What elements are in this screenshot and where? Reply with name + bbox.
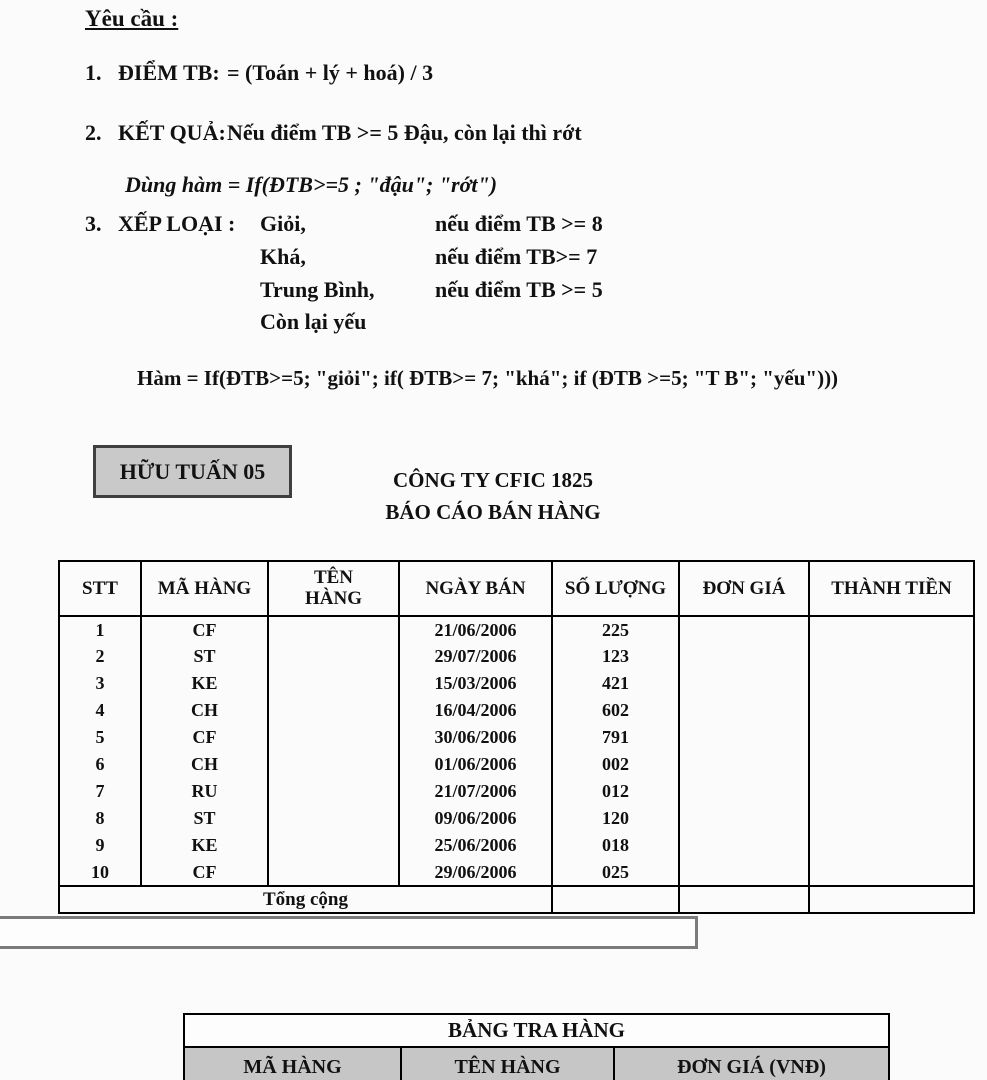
sales-table-body (59, 616, 974, 913)
grade-4: Còn lại yếu (260, 309, 367, 334)
author-badge (93, 445, 292, 498)
cell-ma-hang: ST (141, 643, 268, 670)
item3-number: 3. (85, 211, 102, 236)
cell-ma-hang: KE (141, 832, 268, 859)
cell-ma-hang: CF (141, 616, 268, 643)
total-row (59, 886, 974, 913)
col-header-stt: STT (59, 561, 141, 616)
cell-ten-hang (268, 724, 399, 751)
table-row (59, 832, 974, 859)
table-row (59, 616, 974, 643)
item2-number: 2. (85, 120, 102, 145)
cell-so-luong: 120 (552, 805, 679, 832)
cell-ten-hang (268, 805, 399, 832)
empty-text-box (0, 916, 698, 949)
cell-thanh-tien (809, 751, 974, 778)
cell-thanh-tien (809, 724, 974, 751)
cell-ten-hang (268, 751, 399, 778)
table-row (59, 643, 974, 670)
cell-stt: 1 (59, 616, 141, 643)
cell-stt: 10 (59, 859, 141, 886)
cell-ten-hang (268, 616, 399, 643)
sales-table (58, 560, 975, 914)
requirements-heading: Yêu cầu : (85, 6, 179, 31)
cell-thanh-tien (809, 643, 974, 670)
main-formula: Hàm = If(ĐTB>=5; "giỏi"; if( ĐTB>= 7; "khá"; if (ĐTB >=5; "T B"; "yếu"))) (137, 366, 839, 390)
total-thanh-tien (809, 886, 974, 913)
cell-ten-hang (268, 643, 399, 670)
sales-table-header (59, 561, 974, 616)
cond-3: nếu điểm TB >= 5 (435, 277, 603, 302)
cell-ma-hang: CH (141, 751, 268, 778)
total-so-luong (552, 886, 679, 913)
cell-thanh-tien (809, 832, 974, 859)
col-header-ma-hang: MÃ HÀNG (141, 561, 268, 616)
cell-thanh-tien (809, 778, 974, 805)
cell-ten-hang (268, 778, 399, 805)
cell-ten-hang (268, 859, 399, 886)
grade-3: Trung Bình, (260, 277, 375, 302)
lookup-col-don-gia: ĐƠN GIÁ (VNĐ) (614, 1047, 889, 1080)
cell-don-gia (679, 670, 809, 697)
cell-thanh-tien (809, 670, 974, 697)
cell-so-luong: 791 (552, 724, 679, 751)
cell-don-gia (679, 805, 809, 832)
cell-ten-hang (268, 670, 399, 697)
cell-ngay-ban: 15/03/2006 (399, 670, 552, 697)
cell-so-luong: 025 (552, 859, 679, 886)
lookup-header-row (184, 1047, 889, 1080)
col-header-ngay-ban: NGÀY BÁN (399, 561, 552, 616)
col-header-don-gia: ĐƠN GIÁ (679, 561, 809, 616)
cell-ma-hang: CH (141, 697, 268, 724)
cell-ma-hang: ST (141, 805, 268, 832)
cell-stt: 7 (59, 778, 141, 805)
cell-so-luong: 018 (552, 832, 679, 859)
cell-so-luong: 225 (552, 616, 679, 643)
lookup-col-ma-hang: MÃ HÀNG (184, 1047, 401, 1080)
lookup-title-row (184, 1014, 889, 1047)
cell-ngay-ban: 29/07/2006 (399, 643, 552, 670)
grade-2: Khá, (260, 244, 306, 269)
total-label: Tổng cộng (59, 886, 552, 913)
cell-stt: 5 (59, 724, 141, 751)
cell-ma-hang: CF (141, 859, 268, 886)
grade-1: Giỏi, (260, 211, 306, 236)
table-row (59, 805, 974, 832)
report-title: BÁO CÁO BÁN HÀNG (385, 500, 601, 524)
cell-don-gia (679, 724, 809, 751)
cell-so-luong: 012 (552, 778, 679, 805)
cell-ngay-ban: 21/06/2006 (399, 616, 552, 643)
cell-don-gia (679, 616, 809, 643)
cell-so-luong: 602 (552, 697, 679, 724)
item2-text: Nếu điểm TB >= 5 Đậu, còn lại thì rớt (227, 120, 582, 145)
cond-1: nếu điểm TB >= 8 (435, 211, 603, 236)
cell-thanh-tien (809, 616, 974, 643)
item1-text: = (Toán + lý + hoá) / 3 (227, 60, 434, 85)
item2-label: KẾT QUẢ: (118, 120, 226, 145)
cell-ten-hang (268, 832, 399, 859)
cell-so-luong: 421 (552, 670, 679, 697)
company-name: CÔNG TY CFIC 1825 (392, 468, 594, 492)
cell-ngay-ban: 25/06/2006 (399, 832, 552, 859)
table-row (59, 697, 974, 724)
cell-don-gia (679, 697, 809, 724)
cell-thanh-tien (809, 697, 974, 724)
author-badge-label: HỮU TUẤN 05 (119, 458, 266, 484)
cell-thanh-tien (809, 805, 974, 832)
table-row (59, 859, 974, 886)
table-row (59, 751, 974, 778)
cell-so-luong: 002 (552, 751, 679, 778)
table-row (59, 670, 974, 697)
cond-2: nếu điểm TB>= 7 (435, 244, 598, 269)
cell-don-gia (679, 859, 809, 886)
cell-don-gia (679, 778, 809, 805)
col-header-ten-hang: TÊN HÀNG (268, 561, 399, 616)
cell-ma-hang: KE (141, 670, 268, 697)
cell-so-luong: 123 (552, 643, 679, 670)
cell-stt: 4 (59, 697, 141, 724)
cell-don-gia (679, 832, 809, 859)
item1-number: 1. (85, 60, 102, 85)
table-row (59, 724, 974, 751)
hint-formula: Dùng hàm = If(ĐTB>=5 ; "đậu"; "rớt") (125, 172, 498, 197)
cell-ma-hang: RU (141, 778, 268, 805)
item1-label: ĐIỂM TB: (118, 60, 220, 85)
cell-ngay-ban: 30/06/2006 (399, 724, 552, 751)
cell-stt: 8 (59, 805, 141, 832)
cell-stt: 2 (59, 643, 141, 670)
cell-ten-hang (268, 697, 399, 724)
lookup-col-ten-hang: TÊN HÀNG (401, 1047, 614, 1080)
cell-stt: 6 (59, 751, 141, 778)
lookup-table (183, 1013, 890, 1080)
item3-label: XẾP LOẠI : (118, 211, 236, 236)
cell-ngay-ban: 29/06/2006 (399, 859, 552, 886)
cell-thanh-tien (809, 859, 974, 886)
total-don-gia (679, 886, 809, 913)
cell-don-gia (679, 751, 809, 778)
cell-stt: 9 (59, 832, 141, 859)
cell-ngay-ban: 16/04/2006 (399, 697, 552, 724)
col-header-so-luong: SỐ LƯỢNG (552, 561, 679, 616)
cell-stt: 3 (59, 670, 141, 697)
col-header-thanh-tien: THÀNH TIỀN (809, 561, 974, 616)
cell-don-gia (679, 643, 809, 670)
cell-ngay-ban: 01/06/2006 (399, 751, 552, 778)
cell-ma-hang: CF (141, 724, 268, 751)
table-row (59, 778, 974, 805)
report-titles (310, 464, 676, 528)
cell-ngay-ban: 21/07/2006 (399, 778, 552, 805)
cell-ngay-ban: 09/06/2006 (399, 805, 552, 832)
lookup-table-title: BẢNG TRA HÀNG (184, 1014, 889, 1047)
